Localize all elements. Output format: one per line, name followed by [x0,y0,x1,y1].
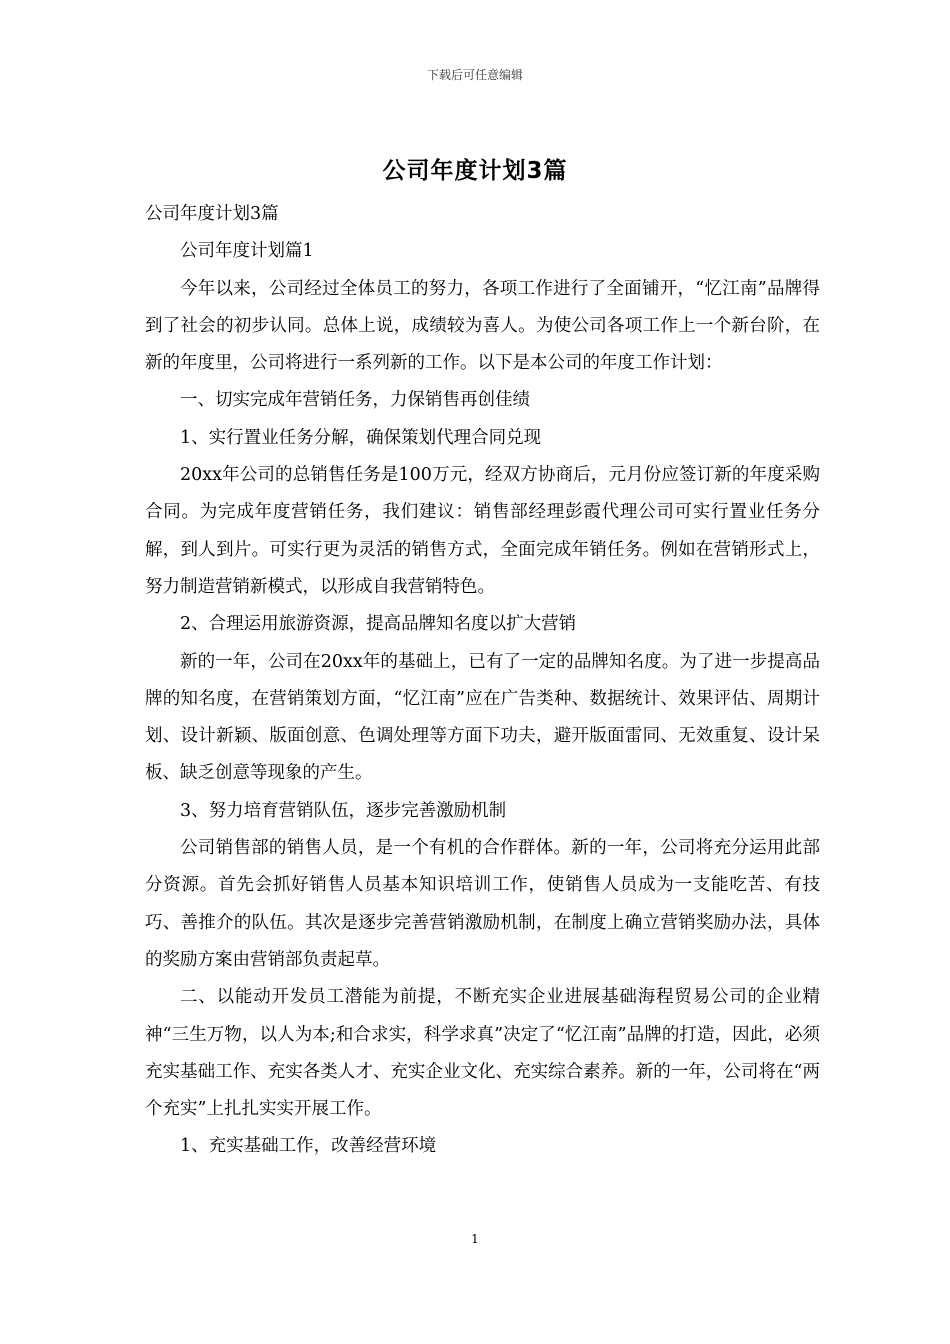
subsection-heading: 2、合理运用旅游资源，提高品牌知名度以扩大营销 [180,614,577,635]
paragraph: 公司年度计划篇1 [180,241,314,262]
document-body [145,196,820,1166]
paragraph: 公司年度计划3篇 [145,204,279,224]
document-title: 公司年度计划3篇 [382,158,568,184]
page-header: 下载后可任意编辑 [426,68,523,82]
paragraph: 今年以来，公司经过全体员工的努力，各项工作进行了全面铺开，“忆江南”品牌得到了社会的初步认同。总体上说，成绩较为喜人。为使公司各项工作上一个新台阶，在新的年度里，公司将进行一系列新的工作。以下是本公司的年度工作计划： [145,278,820,374]
subsection-heading: 1、实行置业任务分解，确保策划代理合同兑现 [180,427,542,448]
paragraph: 20xx年公司的总销售任务是100万元，经双方协商后，元月份应签订新的年度采购合同。为完成年度营销任务，我们建议：销售部经理彭霞代理公司可实行置业任务分解，到人到片。可实行更为灵活的销售方式，全面完成年销任务。例如在营销形式上，努力制造营销新模式，以形成自我营销特色。 [145,465,820,597]
subsection-heading: 1、充实基础工作，改善经营环境 [180,1136,437,1157]
subsection-heading: 3、努力培育营销队伍，逐步完善激励机制 [180,800,507,821]
section-heading: 一、切实完成年营销任务，力保销售再创佳绩 [180,390,530,411]
page-number: 1 [471,1232,479,1246]
paragraph: 公司销售部的销售人员，是一个有机的合作群体。新的一年，公司将充分运用此部分资源。首先会抓好销售人员基本知识培训工作，使销售人员成为一支能吃苦、有技巧、善推介的队伍。其次是逐步完善营销激励机制，在制度上确立营销奖励办法，具体的奖励方案由营销部负责起草。 [145,838,820,970]
paragraph: 新的一年，公司在20xx年的基础上，已有了一定的品牌知名度。为了进一步提高品牌的知名度，在营销策划方面，“忆江南”应在广告类种、数据统计、效果评估、周期计划、设计新颖、版面创意、色调处理等方面下功夫，避开版面雷同、无效重复、设计呆板、缺乏创意等现象的产生。 [145,651,820,784]
section-heading: 二、以能动开发员工潜能为前提，不断充实企业进展基础海程贸易公司的企业精神“三生万物，以人为本;和合求实，科学求真”决定了“忆江南”品牌的打造，因此，必须充实基础工作、充实各类人才、充实企业文化、充实综合素养。新的一年，公司将在“两个充实”上扎扎实实开展工作。 [145,987,820,1120]
